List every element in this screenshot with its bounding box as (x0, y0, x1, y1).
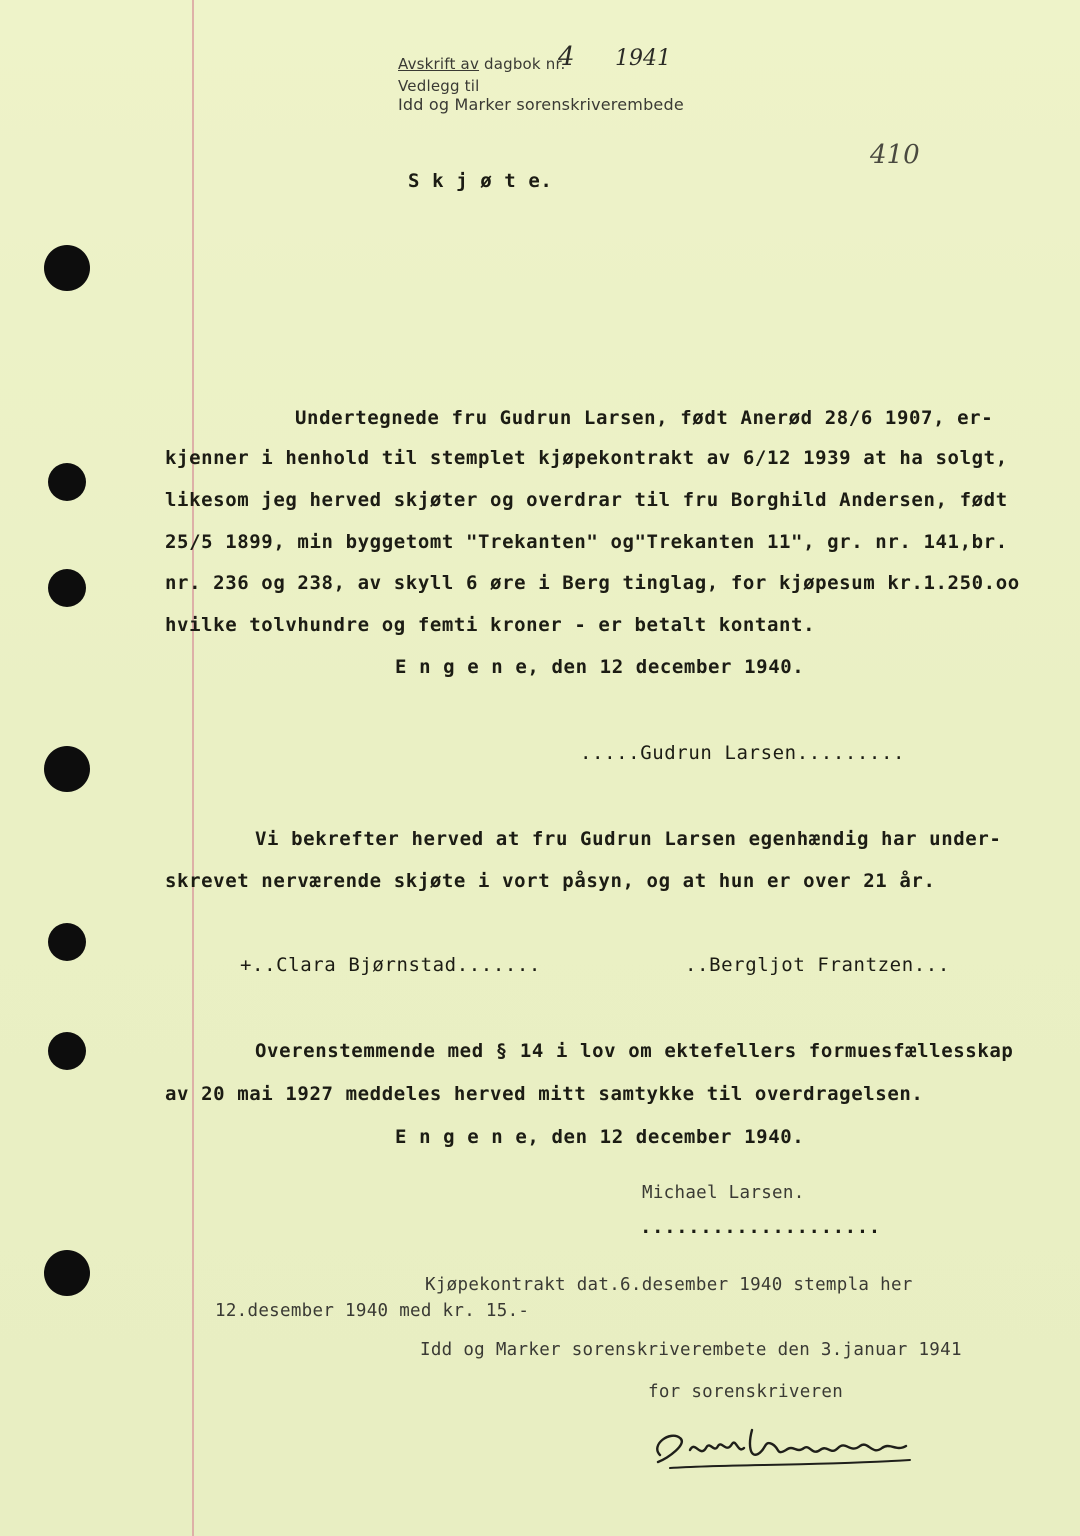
punch-hole (44, 746, 90, 792)
punch-hole (48, 923, 86, 961)
seller-signature-line: .....Gudrun Larsen......... (580, 742, 906, 764)
date-line: E n g e n e, den 12 december 1940. (395, 656, 805, 678)
red-margin-line (192, 0, 194, 1536)
clerk-signature-scribble (640, 1410, 930, 1480)
witness-statement-line: skrevet nerværende skjøte i vort påsyn, og at hun er over 21 år. (165, 870, 936, 892)
deed-line: Undertegnede fru Gudrun Larsen, født Anerød 28/6 1907, er- (295, 407, 994, 429)
deed-line: 25/5 1899, min byggetomt "Trekanten" og"Trekanten 11", gr. nr. 141,br. (165, 531, 1008, 553)
consent-line: Overenstemmende med § 14 i lov om ektefellers formuesfællesskap (255, 1040, 1014, 1062)
document-title: S k j ø t e. (408, 170, 553, 192)
stamp-year: 1941 (615, 46, 671, 71)
spouse-signature-dots: .................... (640, 1216, 881, 1238)
deed-line: likesom jeg herved skjøter og overdrar til fru Borghild Andersen, født (165, 489, 1008, 511)
deed-line: hvilke tolvhundre og femti kroner - er betalt kontant. (165, 614, 816, 636)
clerk-signature (640, 1410, 930, 1480)
registration-line: for sorenskriveren (648, 1382, 844, 1402)
witness-2-signature: ..Bergljot Frantzen... (685, 954, 950, 976)
registration-line: Idd og Marker sorenskriverembete den 3.januar 1941 (420, 1340, 962, 1360)
punch-hole (48, 1032, 86, 1070)
stamp-line-2: Vedlegg til (398, 77, 480, 95)
stamp-avskrift: Avskrift av (398, 55, 480, 73)
consent-line: av 20 mai 1927 meddeles herved mitt samtykke til overdragelsen. (165, 1083, 924, 1105)
stamp-line-3: Idd og Marker sorenskriverembede (398, 95, 684, 114)
registration-line: Kjøpekontrakt dat.6.desember 1940 stempla her (425, 1275, 913, 1295)
punch-hole (44, 1250, 90, 1296)
spouse-name: Michael Larsen. (642, 1183, 805, 1203)
punch-hole (48, 463, 86, 501)
date-line: E n g e n e, den 12 december 1940. (395, 1126, 805, 1148)
registration-line: 12.desember 1940 med kr. 15.- (215, 1301, 530, 1321)
deed-line: nr. 236 og 238, av skyll 6 øre i Berg tinglag, for kjøpesum kr.1.250.oo (165, 572, 1020, 594)
witness-statement-line: Vi bekrefter herved at fru Gudrun Larsen egenhændig har under- (255, 828, 1002, 850)
deed-line: kjenner i henhold til stemplet kjøpekontrakt av 6/12 1939 at ha solgt, (165, 447, 1008, 469)
punch-hole (44, 245, 90, 291)
punch-hole (48, 569, 86, 607)
witness-1-signature: +..Clara Bjørnstad....... (240, 954, 541, 976)
stamp-number: 4 (558, 42, 575, 72)
margin-note: 410 (870, 140, 920, 170)
stamp-line-1 (398, 55, 565, 73)
stamp-dagbok: dagbok nr. (484, 55, 566, 73)
